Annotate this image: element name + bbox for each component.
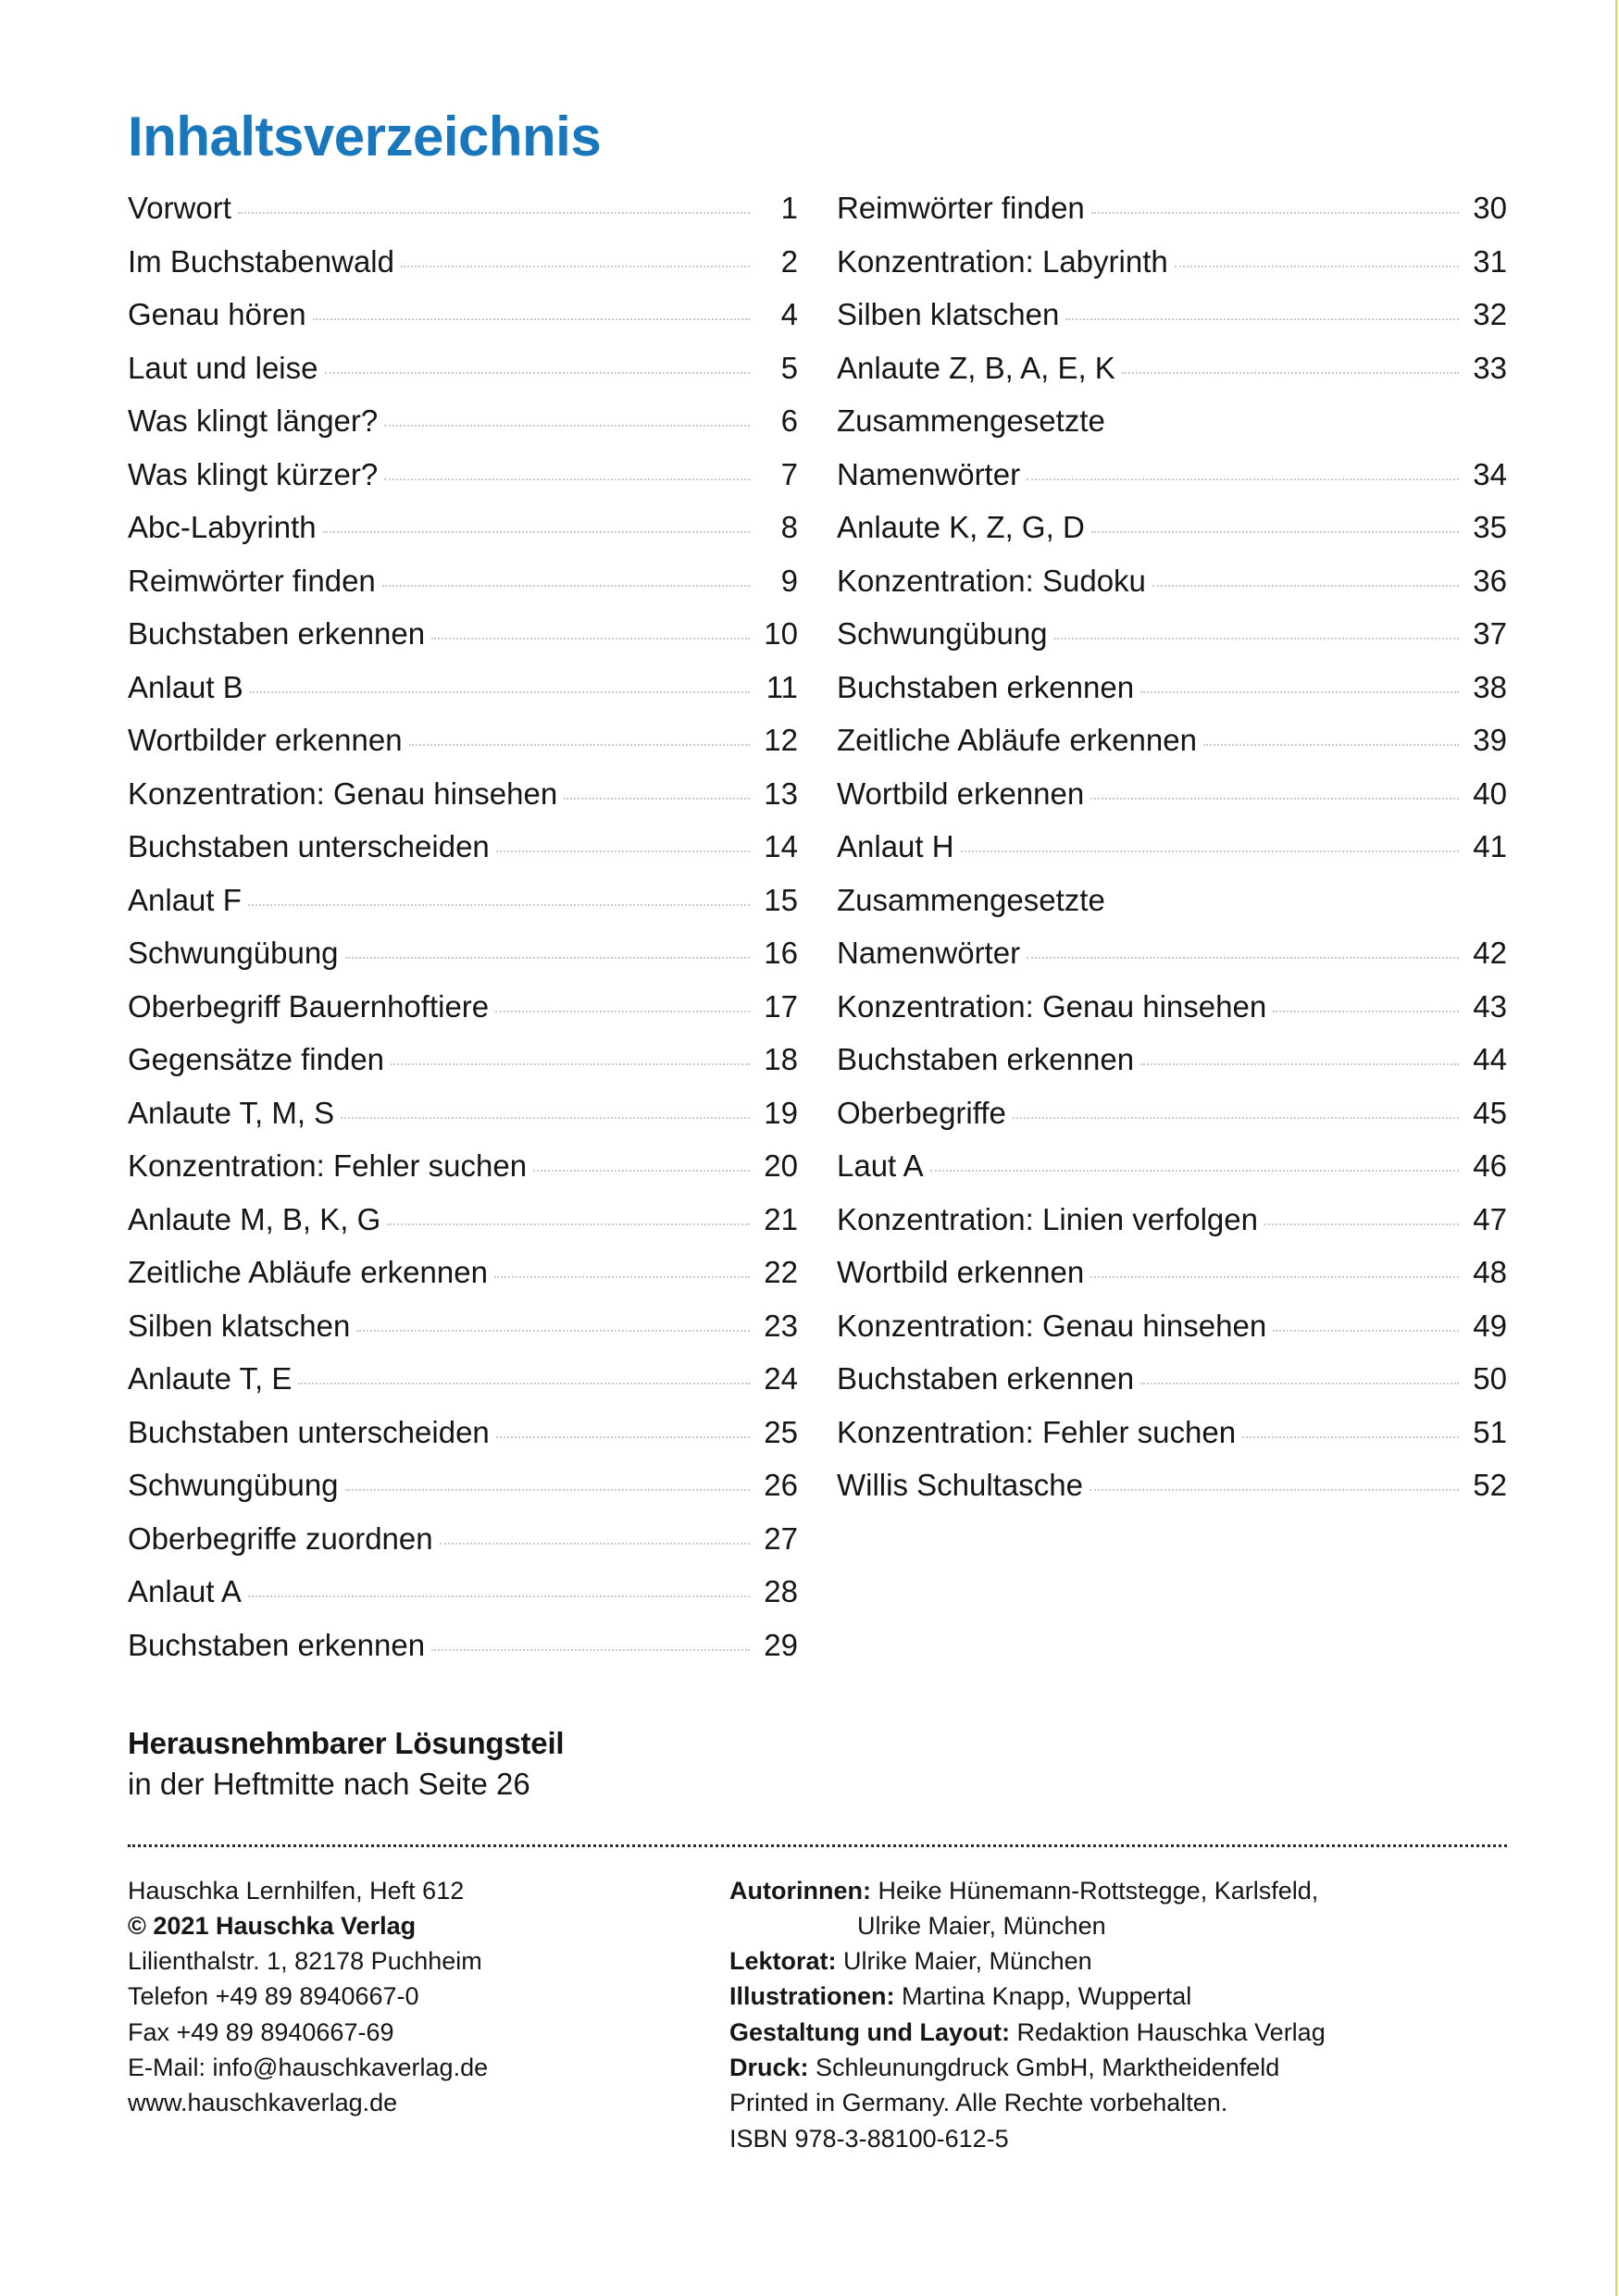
page-edge-rule [1615,0,1617,2296]
toc-entry[interactable] [128,1150,798,1204]
toc-entry[interactable] [128,831,798,885]
toc-entry-label: Konzentration: Sudoku [837,563,1146,598]
toc-page-number: 30 [1473,191,1507,225]
toc-page-number: 50 [1473,1361,1507,1396]
credit-editing-label: Lektorat: [729,1947,837,1976]
imprint-fax: Fax +49 89 8940667-69 [128,2017,394,2046]
toc-page-number: 27 [764,1520,798,1556]
toc-entry-label: Anlaute T, M, S [128,1095,335,1130]
toc-entry-label: Was klingt länger? [128,403,379,438]
toc-entry-label: Zusammengesetzte [837,403,1105,438]
toc-entry[interactable] [837,405,1507,459]
toc-entry[interactable] [837,1150,1507,1204]
toc-page-number: 6 [780,403,798,438]
toc-page-number: 41 [1473,829,1507,863]
credit-design-value: Redaktion Hauschka Verlag [1016,2017,1326,2046]
toc-page-number: 49 [1473,1308,1507,1343]
toc-entry-label: Anlaute M, B, K, G [128,1201,381,1236]
toc-entry-label: Willis Schultasche [837,1468,1083,1502]
toc-dot-leader [248,904,750,906]
toc-page-number: 17 [764,988,798,1024]
toc-entry[interactable] [128,1201,798,1258]
toc-entry-label: Vorwort [128,191,231,225]
imprint-copyright: © 2021 Hauschka Verlag [128,1911,417,1940]
toc-dot-leader [1090,798,1459,800]
toc-page-number: 38 [1473,669,1507,704]
imprint-email[interactable]: E-Mail: info@hauschkaverlag.de [128,2054,489,2082]
toc-entry[interactable] [128,1363,798,1417]
toc-dot-leader [325,372,751,374]
toc-entry[interactable] [128,778,798,832]
toc-page [128,0,1507,2156]
credit-print-value: Schleunungdruck GmbH, Marktheidenfeld [816,2054,1280,2082]
toc-page-number: 19 [764,1095,798,1130]
toc-dot-leader [1013,1117,1459,1119]
credit-design [729,2015,1507,2050]
toc-dot-leader [564,798,750,800]
toc-dot-leader [1242,1436,1459,1438]
imprint-phone: Telefon +49 89 8940667-0 [128,1982,419,2011]
toc-dot-leader [1140,1383,1459,1384]
toc-entry-label: Buchstaben erkennen [837,669,1135,704]
toc-page-number: 11 [766,669,798,704]
toc-dot-leader [409,744,750,746]
imprint-block [128,1873,692,2157]
toc-dot-leader [1152,585,1459,587]
toc-entry[interactable] [128,565,798,619]
toc-entry-label: Zusammengesetzte [837,882,1105,917]
toc-dot-leader [440,1543,750,1545]
toc-entry[interactable] [837,618,1507,672]
toc-entry[interactable] [837,192,1507,246]
toc-dot-leader [1140,691,1459,693]
toc-entry[interactable] [837,882,1507,938]
toc-entry[interactable] [128,1470,798,1523]
toc-page-number: 35 [1473,510,1507,544]
toc-entry-label: Namenwörter [837,456,1021,491]
toc-page-number: 7 [780,456,798,491]
toc-dot-leader [345,1489,750,1491]
toc-entry[interactable] [837,669,1507,726]
toc-right-column [837,192,1507,1523]
toc-entry-label: Wortbild erkennen [837,776,1085,811]
toc-page-number: 48 [1473,1255,1507,1289]
toc-dot-leader [1091,531,1459,533]
toc-entry[interactable] [128,937,798,991]
toc-entry[interactable] [837,778,1507,832]
toc-page-number: 16 [764,936,798,970]
toc-entry[interactable] [128,243,798,300]
toc-page-number: 9 [780,563,798,598]
toc-page-number: 2 [780,243,798,279]
page-title: Inhaltsverzeichnis [128,105,602,168]
toc-page-number: 39 [1473,723,1507,757]
toc-entry-label: Anlaut A [128,1574,242,1608]
imprint-website[interactable]: www.hauschkaverlag.de [128,2089,398,2117]
toc-entry-label: Buchstaben erkennen [128,1627,426,1662]
toc-entry[interactable] [128,725,798,778]
solution-notice [128,1725,1507,1804]
toc-page-number: 33 [1473,350,1507,385]
toc-dot-leader [341,1117,750,1119]
toc-page-number: 1 [780,191,798,225]
toc-entry-label: Anlaute Z, B, A, E, K [837,350,1115,385]
credit-isbn: ISBN 978-3-88100-612-5 [729,2124,1009,2153]
credit-authors-line2: Ulrike Maier, München [857,1911,1106,1940]
toc-entry[interactable] [128,1414,798,1471]
toc-entry[interactable] [837,1363,1507,1417]
toc-dot-leader [431,1649,750,1651]
toc-dot-leader [1264,1223,1459,1225]
credit-illustrations [729,1979,1507,2014]
toc-page-number: 26 [764,1468,798,1502]
toc-dot-leader [1273,1011,1459,1012]
footer [128,1873,1507,2157]
toc-entry-label: Konzentration: Genau hinsehen [128,776,558,811]
toc-entry[interactable] [837,512,1507,565]
toc-entry-label: Buchstaben erkennen [837,1042,1135,1076]
credits-block [729,1873,1507,2157]
footer-separator [128,1844,1507,1847]
toc-page-number: 12 [764,723,798,757]
toc-entry-label: Namenwörter [837,936,1021,970]
toc-dot-leader [1054,638,1459,639]
credit-editing-value: Ulrike Maier, München [843,1947,1092,1976]
toc-page-number: 36 [1473,563,1507,598]
credit-print-label: Druck: [729,2054,809,2082]
toc-entry[interactable] [128,456,798,513]
imprint-address: Lilienthalstr. 1, 82178 Puchheim [128,1947,482,1976]
toc-entry[interactable] [128,1095,798,1151]
toc-columns [128,192,1507,1682]
toc-entry-label: Schwungübung [128,1468,339,1502]
toc-entry-label: Buchstaben unterscheiden [128,1414,490,1449]
toc-dot-leader [387,1223,750,1225]
toc-entry[interactable] [128,299,798,353]
toc-entry-label: Anlaut B [128,669,243,704]
toc-entry[interactable] [837,1201,1507,1258]
toc-entry[interactable] [837,1044,1507,1098]
toc-dot-leader [391,1063,750,1065]
toc-entry[interactable] [837,831,1507,885]
credit-design-label: Gestaltung und Layout: [729,2017,1010,2046]
toc-page-number: 13 [764,776,798,811]
toc-entry-label: Buchstaben unterscheiden [128,829,490,863]
toc-entry-label: Zeitliche Abläufe erkennen [837,723,1197,757]
toc-dot-leader [1065,318,1459,320]
toc-dot-leader [384,478,750,480]
toc-page-number: 52 [1473,1468,1507,1502]
toc-entry-label: Oberbegriff Bauernhoftiere [128,988,490,1024]
toc-entry-label: Zeitliche Abläufe erkennen [128,1255,488,1289]
toc-entry[interactable] [837,1257,1507,1310]
toc-dot-leader [961,850,1459,852]
toc-entry[interactable] [128,512,798,565]
toc-dot-leader [401,266,750,267]
toc-dot-leader [494,1276,750,1278]
toc-entry-label: Oberbegriffe [837,1095,1006,1130]
toc-page-number: 20 [764,1148,798,1183]
toc-entry[interactable] [128,618,798,672]
toc-entry-label: Im Buchstabenwald [128,243,394,279]
toc-entry[interactable] [837,299,1507,353]
credit-authors-value: Heike Hünemann-Rottstegge, Karlsfeld, [878,1876,1319,1905]
toc-entry[interactable] [128,882,798,938]
toc-page-number: 51 [1473,1414,1507,1449]
toc-entry-label: Anlaute T, E [128,1361,293,1396]
credit-editing [729,1943,1507,1979]
toc-dot-leader [1273,1330,1459,1332]
toc-page-number: 4 [780,297,798,331]
toc-entry[interactable] [837,1470,1507,1523]
toc-page-number: 15 [764,882,798,917]
toc-page-number: 5 [780,350,798,385]
toc-dot-leader [1175,266,1459,267]
toc-page-number: 46 [1473,1148,1507,1183]
toc-page-number: 18 [764,1042,798,1076]
toc-dot-leader [930,1170,1459,1172]
toc-entry[interactable] [128,1576,798,1630]
toc-page-number: 40 [1473,776,1507,811]
toc-entry[interactable] [837,1095,1507,1151]
toc-entry-label: Oberbegriffe zuordnen [128,1520,433,1556]
toc-entry[interactable] [837,1310,1507,1364]
toc-entry[interactable] [128,1627,798,1683]
toc-dot-leader [431,638,750,639]
toc-dot-leader [495,1011,750,1012]
toc-entry-label: Wortbilder erkennen [128,723,403,757]
toc-page-number: 8 [780,510,798,544]
toc-entry[interactable] [128,1044,798,1098]
toc-dot-leader [382,585,750,587]
toc-dot-leader [496,1436,750,1438]
toc-entry-label: Konzentration: Labyrinth [837,243,1168,279]
toc-entry-label: Buchstaben erkennen [837,1361,1135,1396]
toc-entry-label: Konzentration: Fehler suchen [128,1148,528,1183]
toc-page-number: 24 [764,1361,798,1396]
solution-subtitle: in der Heftmitte nach Seite 26 [128,1767,530,1802]
toc-entry[interactable] [128,1520,798,1577]
toc-entry-label: Buchstaben erkennen [128,616,426,651]
toc-entry-label: Was klingt kürzer? [128,456,379,491]
toc-entry-label: Abc-Labyrinth [128,510,317,544]
toc-page-number: 47 [1473,1201,1507,1236]
toc-dot-leader [250,691,750,693]
toc-entry-label: Konzentration: Genau hinsehen [837,1308,1267,1343]
toc-entry[interactable] [837,456,1507,513]
toc-dot-leader [323,531,750,533]
solution-heading: Herausnehmbarer Lösungsteil [128,1726,565,1760]
toc-dot-leader [313,318,750,320]
toc-dot-leader [345,957,750,959]
toc-entry-label: Silben klatschen [128,1308,351,1343]
toc-entry-label: Konzentration: Linien verfolgen [837,1201,1258,1236]
toc-dot-leader [1027,478,1459,480]
toc-page-number: 14 [764,829,798,863]
toc-page-number: 25 [764,1414,798,1449]
toc-entry[interactable] [128,192,798,246]
toc-page-number: 43 [1473,988,1507,1024]
toc-entry-label: Reimwörter finden [837,191,1085,225]
toc-page-number: 44 [1473,1042,1507,1076]
credit-illustrations-value: Martina Knapp, Wuppertal [902,1982,1192,2011]
toc-dot-leader [356,1330,750,1332]
toc-entry[interactable] [128,669,798,726]
toc-entry-label: Gegensätze finden [128,1042,385,1076]
toc-entry-label: Anlaute K, Z, G, D [837,510,1085,544]
toc-entry-label: Reimwörter finden [128,563,376,598]
toc-entry-label: Schwungübung [837,616,1048,651]
toc-page-number: 29 [764,1627,798,1662]
toc-left-column [128,192,798,1682]
toc-entry-label: Genau hören [128,297,306,331]
toc-entry[interactable] [128,988,798,1045]
toc-entry-label: Konzentration: Genau hinsehen [837,988,1267,1024]
toc-dot-leader [1091,212,1459,214]
toc-entry-label: Anlaut F [128,882,242,917]
toc-dot-leader [238,212,750,214]
toc-entry[interactable] [128,1310,798,1364]
toc-dot-leader [384,425,750,427]
toc-entry[interactable] [837,243,1507,300]
toc-entry[interactable] [837,988,1507,1045]
toc-entry[interactable] [128,1257,798,1310]
toc-page-number: 34 [1473,456,1507,491]
toc-entry[interactable] [837,565,1507,619]
toc-entry-label: Laut und leise [128,350,318,385]
credit-authors-label: Autorinnen: [729,1876,871,1905]
toc-entry-label: Silben klatschen [837,297,1060,331]
toc-dot-leader [1090,1489,1459,1491]
toc-entry[interactable] [128,405,798,459]
toc-entry[interactable] [837,725,1507,778]
toc-entry[interactable] [837,350,1507,406]
toc-dot-leader [248,1595,750,1597]
toc-page-number: 37 [1473,616,1507,651]
toc-page-number: 28 [764,1574,798,1608]
toc-entry-label: Konzentration: Fehler suchen [837,1414,1237,1449]
toc-dot-leader [1203,744,1459,746]
toc-dot-leader [1090,1276,1459,1278]
toc-entry[interactable] [837,937,1507,991]
imprint-series: Hauschka Lernhilfen, Heft 612 [128,1876,465,1905]
toc-entry-label: Anlaut H [837,829,954,863]
credit-printed-in: Printed in Germany. Alle Rechte vorbehalten. [729,2089,1228,2117]
credit-illustrations-label: Illustrationen: [729,1982,895,2011]
toc-page-number: 22 [764,1255,798,1289]
toc-page-number: 32 [1473,297,1507,331]
toc-entry-label: Schwungübung [128,936,339,970]
toc-dot-leader [1027,957,1459,959]
credit-print [729,2050,1507,2085]
toc-page-number: 10 [764,616,798,651]
toc-dot-leader [1140,1063,1459,1065]
credit-authors [729,1873,1507,1908]
toc-page-number: 45 [1473,1095,1507,1130]
toc-entry[interactable] [837,1414,1507,1471]
toc-dot-leader [1122,372,1459,374]
toc-page-number: 21 [764,1201,798,1236]
toc-entry-label: Wortbild erkennen [837,1255,1085,1289]
toc-dot-leader [496,850,750,852]
toc-page-number: 42 [1473,936,1507,970]
toc-entry[interactable] [128,350,798,406]
toc-entry-label: Laut A [837,1148,924,1183]
toc-page-number: 31 [1473,243,1507,279]
toc-dot-leader [298,1383,750,1384]
toc-dot-leader [533,1170,750,1172]
toc-page-number: 23 [764,1308,798,1343]
